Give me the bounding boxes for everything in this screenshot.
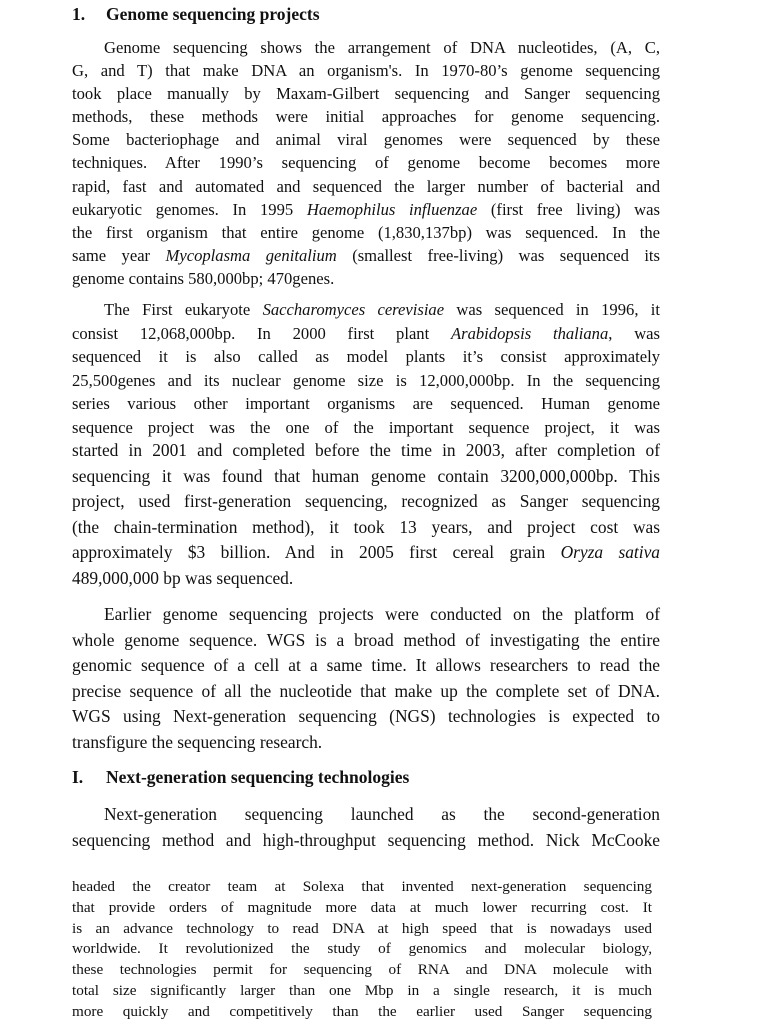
species-name: Saccharomyces cerevisiae xyxy=(262,300,445,319)
text-line: 25,500genes and its nuclear genome size is 12,000,000bp. In the sequencing xyxy=(72,370,660,390)
text-line: headed the creator team at Solexa that invented next-generation sequencing xyxy=(72,878,652,895)
text-segment: same year xyxy=(72,245,166,265)
text-line: methods, these methods were initial approaches for genome sequencing. xyxy=(72,107,660,127)
text-line: precise sequence of all the nucleotide that make up the complete set of DNA. xyxy=(72,680,660,701)
text-line: WGS using Next-generation sequencing (NGS) technologies is expected to xyxy=(72,706,660,727)
text-line: more quickly and competitively than the earlier used Sanger sequencing xyxy=(72,1002,652,1020)
section-number: 1. xyxy=(72,4,86,24)
text-segment: approximately $3 billion. And in 2005 first cereal grain xyxy=(72,542,561,563)
text-line: Some bacteriophage and animal viral genomes were sequenced by these xyxy=(72,130,660,150)
species-name: Mycoplasma genitalium xyxy=(165,245,337,265)
text-segment: eukaryotic genomes. In 1995 xyxy=(72,199,307,219)
text-line: techniques. After 1990’s sequencing of genome become becomes more xyxy=(72,153,660,173)
text-line: started in 2001 and completed before the time in 2003, after completion of xyxy=(72,440,660,460)
text-line: sequence project was the one of the important sequence project, it was xyxy=(72,417,660,437)
text-line: the first organism that entire genome (1,830,137bp) was sequenced. In the xyxy=(72,222,660,242)
text-line: rapid, fast and automated and sequenced the larger number of bacterial and xyxy=(72,176,660,196)
species-name: Oryza sativa xyxy=(560,542,660,563)
paragraph-whole-genome-sequencing xyxy=(72,602,660,756)
text-line: took place manually by Maxam-Gilbert sequencing and Sanger sequencing xyxy=(72,84,660,104)
paragraph-eukaryote-sequencing-part2 xyxy=(72,438,660,592)
text-line: sequencing it was found that human genome contain 3200,000,000bp. This xyxy=(72,465,660,486)
section-title: Genome sequencing projects xyxy=(106,4,320,24)
text-line: (the chain-termination method), it took 13 years, and project cost was xyxy=(72,516,660,537)
section-heading-ngs-technologies xyxy=(72,765,409,789)
text-line xyxy=(72,540,660,566)
text-line: G, and T) that make DNA an organism's. In 1970-80’s genome sequencing xyxy=(72,61,660,81)
paragraph-eukaryote-sequencing-part1 xyxy=(72,298,660,440)
text-line: sequenced it is also called as model plants it’s consist approximately xyxy=(72,347,660,367)
text-line: 489,000,000 bp was sequenced. xyxy=(72,567,294,588)
text-line: project, used first-generation sequencing, recognized as Sanger sequencing xyxy=(72,491,660,512)
text-line: Genome sequencing shows the arrangement of DNA nucleotides, (A, C, xyxy=(104,38,660,57)
text-line xyxy=(72,298,660,322)
text-segment: (smallest free-living) was sequenced its xyxy=(336,245,661,265)
section-title: Next-generation sequencing technologies xyxy=(106,767,410,787)
text-line: total size significantly larger than one Mbp in a single research, it is much xyxy=(72,981,652,999)
text-line: sequencing method and high-throughput sequencing method. Nick McCooke xyxy=(72,829,660,850)
text-line xyxy=(72,198,660,221)
species-name: Arabidopsis thaliana xyxy=(450,323,609,343)
text-line: that provide orders of magnitude more data at much lower recurring cost. It xyxy=(72,898,652,916)
text-line: transfigure the sequencing research. xyxy=(72,731,323,752)
text-line: Next-generation sequencing launched as the second-generation xyxy=(104,804,660,824)
paragraph-ngs-continued xyxy=(72,877,652,1023)
section-heading-genome-sequencing-projects xyxy=(72,2,320,26)
text-segment: consist 12,068,000bp. In 2000 first plant xyxy=(72,323,451,343)
text-line xyxy=(72,322,660,346)
paragraph-ngs-intro xyxy=(72,802,660,853)
text-segment: was sequenced in 1996, it xyxy=(444,300,660,319)
text-line: Earlier genome sequencing projects were conducted on the platform of xyxy=(104,604,660,624)
text-segment: , was xyxy=(608,323,660,343)
section-number: I. xyxy=(72,767,84,787)
text-segment: (first free living) was xyxy=(477,199,660,219)
text-line: worldwide. It revolutionized the study of genomics and molecular biology, xyxy=(72,940,652,958)
text-line: whole genome sequence. WGS is a broad method of investigating the entire xyxy=(72,629,660,650)
paragraph-genome-sequencing-intro xyxy=(72,36,660,290)
text-line: series various other important organisms are sequenced. Human genome xyxy=(72,394,660,414)
text-line: genome contains 580,000bp; 470genes. xyxy=(72,268,335,288)
text-line: is an advance technology to read DNA at high speed that is nowadays used xyxy=(72,919,652,937)
text-line: these technologies permit for sequencing of RNA and DNA molecule with xyxy=(72,961,652,979)
text-line xyxy=(72,244,660,267)
species-name: Haemophilus influenzae xyxy=(306,199,478,219)
text-segment: The First eukaryote xyxy=(104,300,263,319)
text-line: genomic sequence of a cell at a same time. It allows researchers to read the xyxy=(72,655,660,676)
